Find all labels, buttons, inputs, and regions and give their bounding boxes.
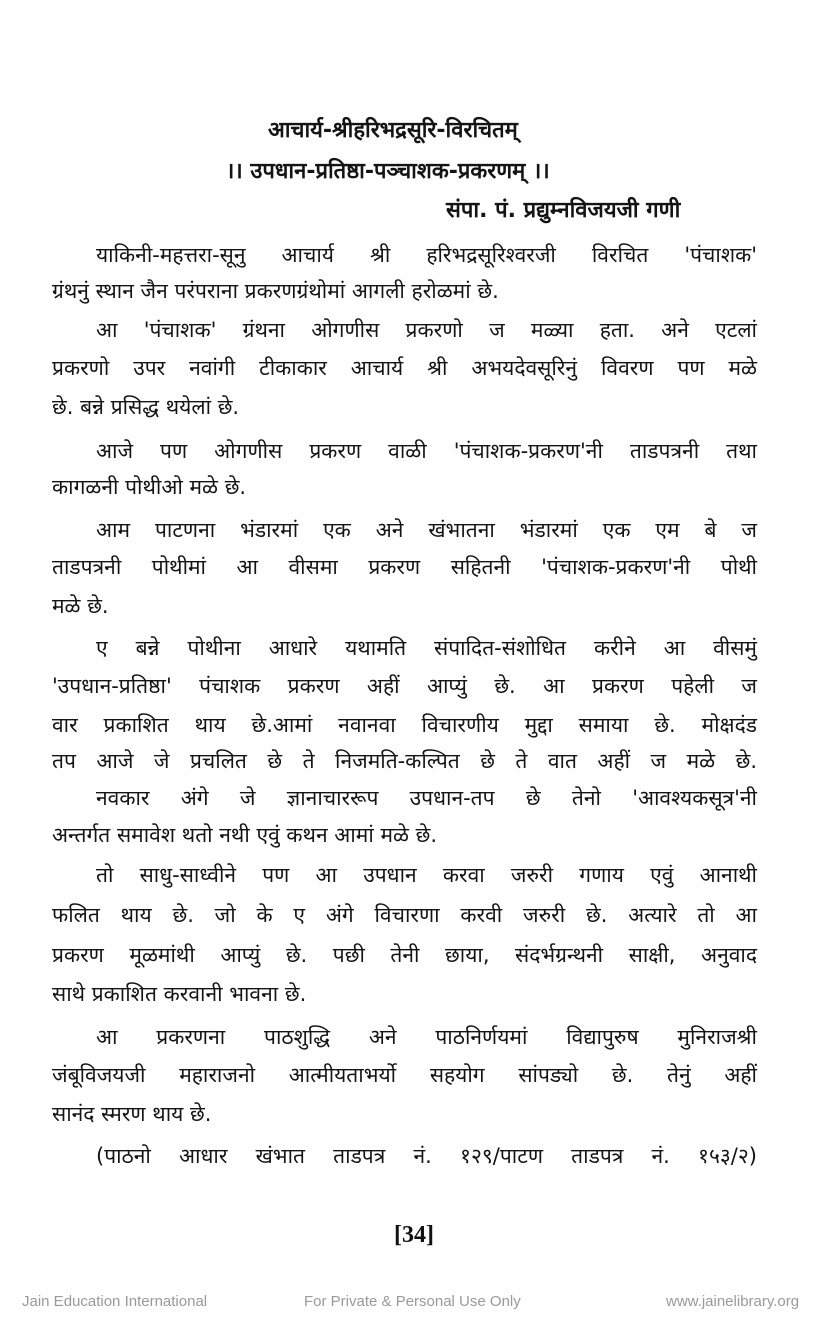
body-line: छे. बन्ने प्रसिद्ध थयेलां छे. (52, 395, 240, 419)
body-line: अन्तर्गत समावेश थतो नथी एवुं कथन आमां मळे छे. (52, 823, 438, 847)
body-line: नवकार अंगे जे ज्ञानाचाररूप उपधान-तप छे तेनो 'आवश्यकसूत्र'नी (96, 786, 757, 810)
heading-title: आचार्य-श्रीहरिभद्रसूरि-विरचितम् (268, 118, 518, 143)
body-line: तो साधु-साध्वीने पण आ उपधान करवा जरुरी गणाय एवुं आनाथी (96, 863, 757, 887)
body-line: 'उपधान-प्रतिष्ठा' पंचाशक प्रकरण अहीं आप्युं छे. आ प्रकरण पहेली ज (52, 674, 757, 698)
heading-editor: संपा. पं. प्रद्युम्नविजयजी गणी (446, 198, 681, 223)
body-line: तप आजे जे प्रचलित छे ते निजमति-कल्पित छे ते वात अहीं ज मळे छे. (52, 749, 757, 773)
body-line: ग्रंथनुं स्थान जैन परंपराना प्रकरणग्रंथोमां आगली हरोळमां छे. (52, 279, 499, 303)
page-number: [34] (394, 1222, 434, 1248)
body-line: ए बन्ने पोथीना आधारे यथामति संपादित-संशोधित करीने आ वीसमुं (96, 636, 757, 660)
body-line: वार प्रकाशित थाय छे.आमां नवानवा विचारणीय मुद्दा समाया छे. मोक्षदंड (52, 713, 757, 737)
body-line: आजे पण ओगणीस प्रकरण वाळी 'पंचाशक-प्रकरण'नी ताडपत्रनी तथा (96, 439, 757, 463)
body-line: फलित थाय छे. जो के ए अंगे विचारणा करवी जरुरी छे. अत्यारे तो आ (52, 903, 757, 927)
footer-publisher: Jain Education International (22, 1293, 208, 1310)
body-line: आ 'पंचाशक' ग्रंथना ओगणीस प्रकरणो ज मळ्या हता. अने एटलां (96, 318, 757, 342)
body-line: आम पाटणना भंडारमां एक अने खंभातना भंडारमां एक एम बे ज (96, 518, 757, 542)
heading-subtitle: ।। उपधान-प्रतिष्ठा-पञ्चाशक-प्रकरणम् ।। (226, 159, 550, 184)
body-line: आ प्रकरणना पाठशुद्धि अने पाठनिर्णयमां विद्यापुरुष मुनिराजश्री (96, 1025, 757, 1049)
body-line: प्रकरण मूळमांथी आप्युं छे. पछी तेनी छाया, संदर्भग्रन्थनी साक्षी, अनुवाद (52, 943, 757, 967)
body-line: याकिनी-महत्तरा-सूनु आचार्य श्री हरिभद्रसूरिश्वरजी विरचित 'पंचाशक' (96, 243, 757, 267)
body-line: साथे प्रकाशित करवानी भावना छे. (52, 982, 307, 1006)
source-note: (पाठनो आधार खंभात ताडपत्र नं. १२९/पाटण ताडपत्र नं. १५३/२) (96, 1144, 757, 1168)
body-line: कागळनी पोथीओ मळे छे. (52, 475, 247, 499)
body-line: ताडपत्रनी पोथीमां आ वीसमा प्रकरण सहितनी 'पंचाशक-प्रकरण'नी पोथी (52, 555, 757, 579)
body-line: जंबूविजयजी महाराजनो आत्मीयताभर्यो सहयोग सांपड्यो छे. तेनुं अहीं (52, 1063, 757, 1087)
body-line: मळे छे. (52, 594, 109, 618)
footer-usage-notice: For Private & Personal Use Only (304, 1293, 521, 1310)
body-line: प्रकरणो उपर नवांगी टीकाकार आचार्य श्री अभयदेवसूरिनुं विवरण पण मळे (52, 356, 757, 380)
body-line: सानंद स्मरण थाय छे. (52, 1102, 212, 1126)
footer-website-link[interactable]: www.jainelibrary.org (666, 1293, 800, 1310)
